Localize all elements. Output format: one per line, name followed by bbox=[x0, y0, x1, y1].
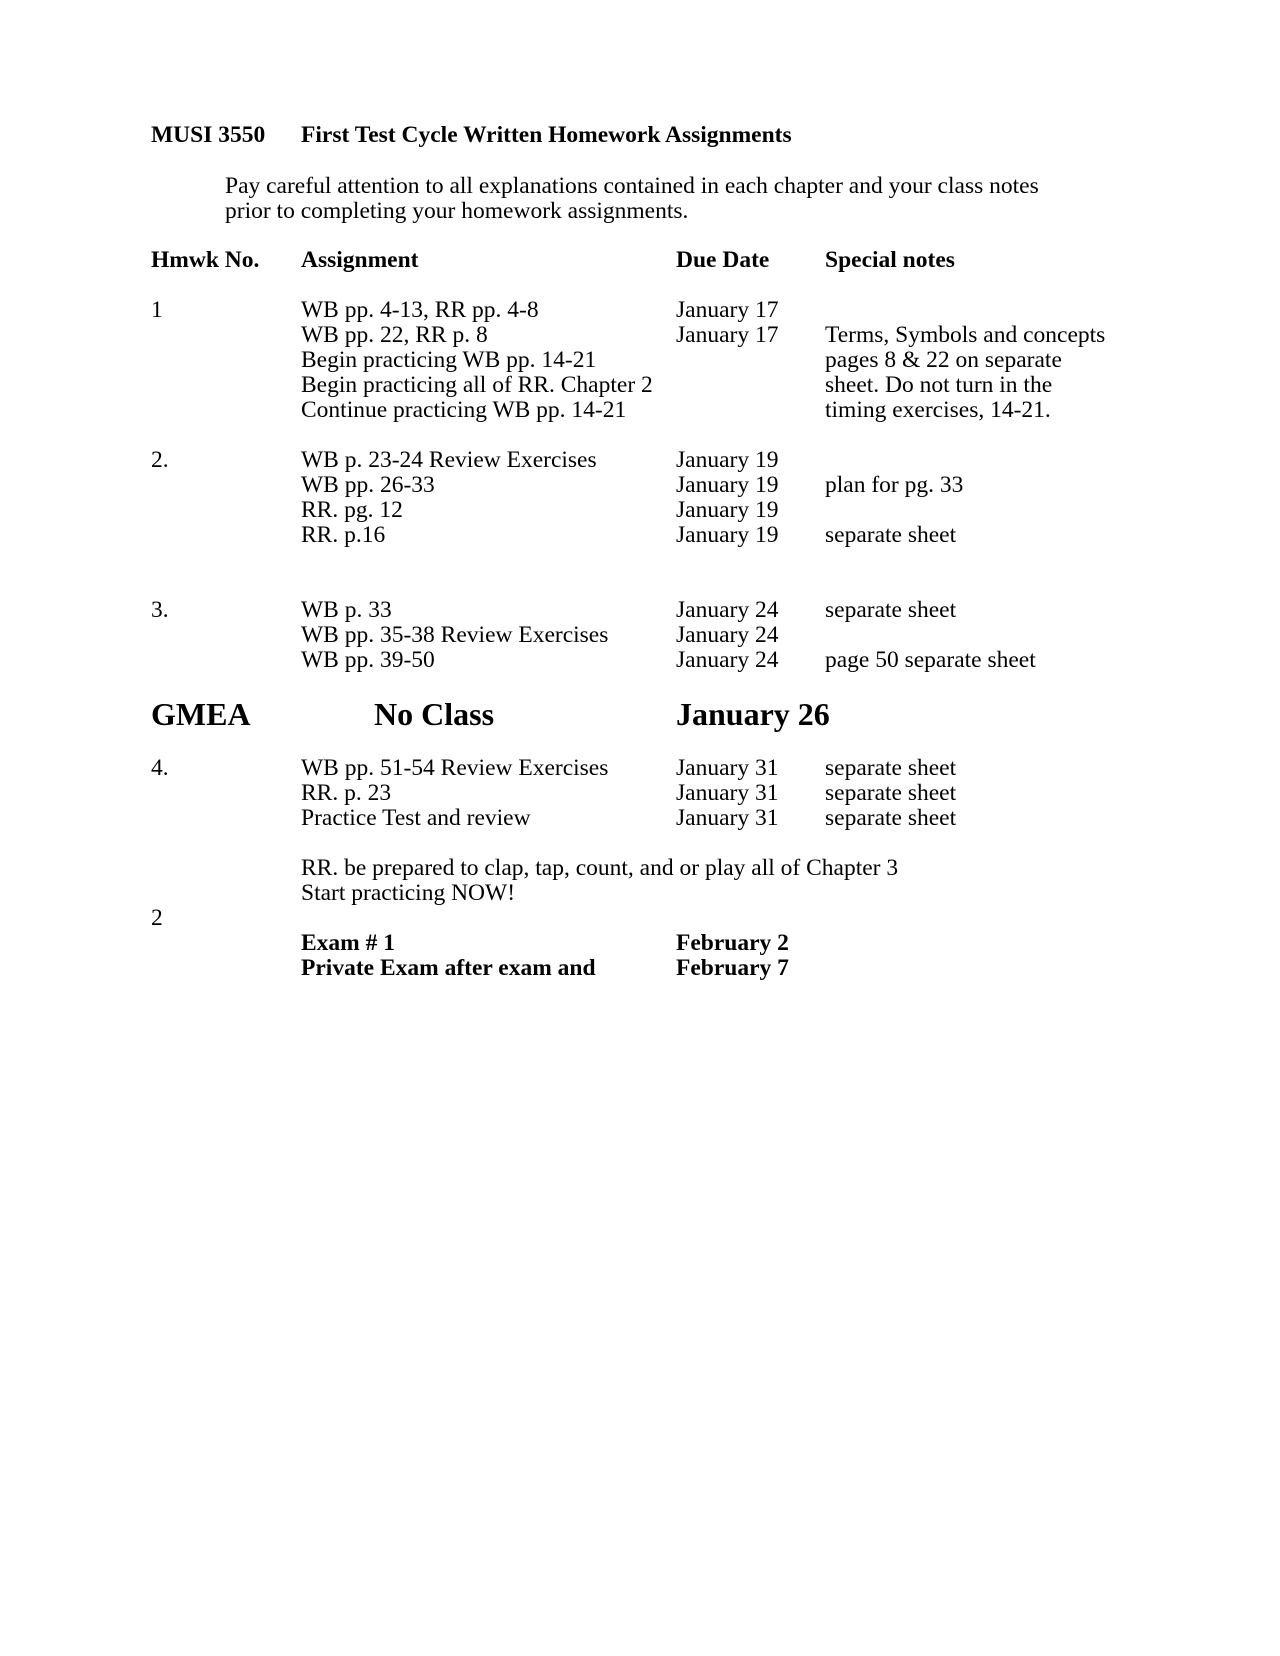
hw2-due-date: January 19 bbox=[676, 447, 779, 473]
hw3-assignment: WB p. 33 bbox=[301, 597, 392, 623]
column-header-special-notes: Special notes bbox=[825, 247, 955, 273]
hw3-note: separate sheet bbox=[825, 597, 957, 623]
hw2-note: plan for pg. 33 bbox=[825, 472, 964, 498]
hw2-number: 2. bbox=[151, 447, 169, 473]
exam-date: February 2 bbox=[676, 930, 789, 956]
column-header-hmwk-no: Hmwk No. bbox=[151, 247, 260, 273]
rr-note-line-1: RR. be prepared to clap, tap, count, and or play all of Chapter 3 bbox=[301, 855, 899, 881]
margin-number: 2 bbox=[151, 905, 163, 931]
hw4-note: separate sheet bbox=[825, 780, 957, 806]
hw4-due-date: January 31 bbox=[676, 805, 779, 831]
page-title: First Test Cycle Written Homework Assignments bbox=[301, 122, 792, 148]
hw3-due-date: January 24 bbox=[676, 622, 779, 648]
hw1-assignment: Begin practicing WB pp. 14-21 bbox=[301, 347, 597, 373]
hw1-number: 1 bbox=[151, 297, 163, 323]
hw2-due-date: January 19 bbox=[676, 522, 779, 548]
course-code: MUSI 3550 bbox=[151, 122, 266, 148]
gmea-no-class: No Class bbox=[374, 696, 495, 732]
hw4-note: separate sheet bbox=[825, 755, 957, 781]
hw3-number: 3. bbox=[151, 597, 169, 623]
exam-label: Private Exam after exam and bbox=[301, 955, 596, 981]
hw1-due-date: January 17 bbox=[676, 322, 779, 348]
hw1-note: timing exercises, 14-21. bbox=[825, 397, 1051, 423]
hw3-assignment: WB pp. 39-50 bbox=[301, 647, 435, 673]
intro-line-2: prior to completing your homework assignments. bbox=[225, 198, 689, 224]
hw4-due-date: January 31 bbox=[676, 755, 779, 781]
hw4-note: separate sheet bbox=[825, 805, 957, 831]
hw1-assignment: WB pp. 4-13, RR pp. 4-8 bbox=[301, 297, 539, 323]
hw2-assignment: RR. p.16 bbox=[301, 522, 386, 548]
hw1-due-date: January 17 bbox=[676, 297, 779, 323]
hw2-due-date: January 19 bbox=[676, 497, 779, 523]
hw1-note: Terms, Symbols and concepts bbox=[825, 322, 1106, 348]
hw4-assignment: Practice Test and review bbox=[301, 805, 531, 831]
hw4-assignment: RR. p. 23 bbox=[301, 780, 392, 806]
gmea-label: GMEA bbox=[151, 696, 251, 732]
exam-date: February 7 bbox=[676, 955, 789, 981]
hw4-number: 4. bbox=[151, 755, 169, 781]
hw4-due-date: January 31 bbox=[676, 780, 779, 806]
hw3-due-date: January 24 bbox=[676, 597, 779, 623]
gmea-date: January 26 bbox=[676, 696, 830, 732]
exam-label: Exam # 1 bbox=[301, 930, 395, 956]
hw3-note: page 50 separate sheet bbox=[825, 647, 1036, 673]
hw2-assignment: WB p. 23-24 Review Exercises bbox=[301, 447, 597, 473]
hw3-due-date: January 24 bbox=[676, 647, 779, 673]
hw1-assignment: WB pp. 22, RR p. 8 bbox=[301, 322, 488, 348]
hw2-due-date: January 19 bbox=[676, 472, 779, 498]
hw2-note: separate sheet bbox=[825, 522, 957, 548]
hw2-assignment: WB pp. 26-33 bbox=[301, 472, 435, 498]
column-header-assignment: Assignment bbox=[301, 247, 419, 273]
hw1-assignment: Begin practicing all of RR. Chapter 2 bbox=[301, 372, 653, 398]
hw1-note: sheet. Do not turn in the bbox=[825, 372, 1053, 398]
rr-note-line-2: Start practicing NOW! bbox=[301, 880, 516, 906]
hw2-assignment: RR. pg. 12 bbox=[301, 497, 403, 523]
hw1-note: pages 8 & 22 on separate bbox=[825, 347, 1062, 373]
hw3-assignment: WB pp. 35-38 Review Exercises bbox=[301, 622, 609, 648]
intro-line-1: Pay careful attention to all explanations contained in each chapter and your class notes bbox=[225, 173, 1039, 199]
column-header-due-date: Due Date bbox=[676, 247, 770, 273]
hw1-assignment: Continue practicing WB pp. 14-21 bbox=[301, 397, 627, 423]
hw4-assignment: WB pp. 51-54 Review Exercises bbox=[301, 755, 609, 781]
